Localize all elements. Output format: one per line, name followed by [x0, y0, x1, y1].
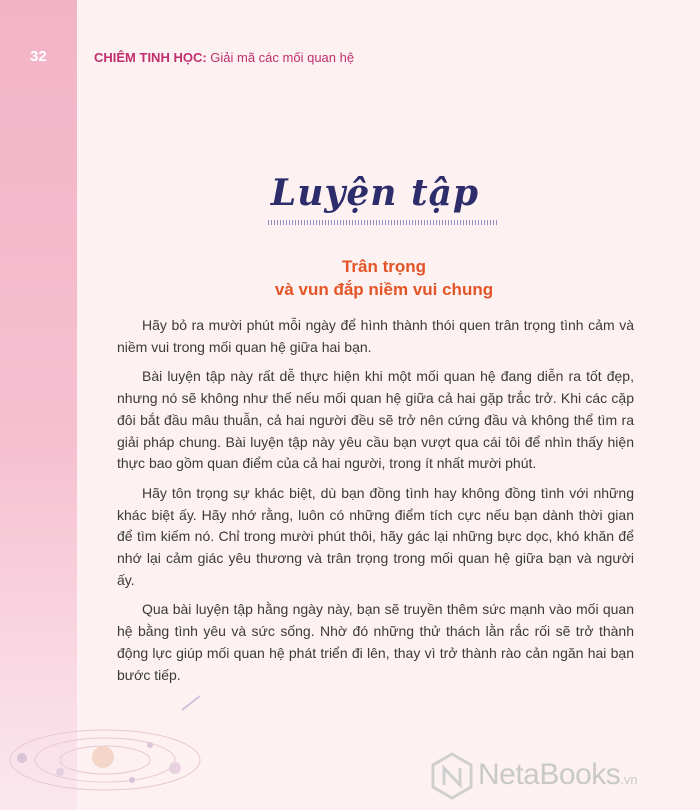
page-number: 32 [30, 48, 47, 65]
book-subtitle: Giải mã các mối quan hệ [206, 50, 355, 65]
subtitle-line-1: Trân trọng [341, 257, 427, 276]
running-head [94, 50, 354, 65]
paragraph-4: Qua bài luyện tập hằng ngày này, bạn sẽ truyền thêm sức mạnh vào mối quan hệ bằng tình yêu và sức sống. Nhờ đó những thử thách lằn rắc rối sẽ trở thành động lực giúp mối quan hệ phát triển đi lên, thay vì trở thành rào cản ngăn hai bạn bước tiếp. [117, 601, 634, 683]
body-text [117, 315, 634, 694]
paragraph-1: Hãy bỏ ra mười phút mỗi ngày để hình thành thói quen trân trọng tình cảm và niềm vui trong mối quan hệ giữa hai bạn. [117, 317, 634, 355]
section-title: Luyện tập [270, 172, 480, 214]
solar-system-illustration [0, 690, 240, 810]
book-title: CHIÊM TINH HỌC: [94, 50, 207, 65]
netabooks-wordmark [478, 758, 638, 792]
paragraph-2: Bài luyện tập này rất dễ thực hiện khi một mối quan hệ đang diễn ra tốt đẹp, nhưng nó sẽ không như thế nếu mối quan hệ giữa cả hai gặp trắc trở. Khi các cặp đôi bắt đầu mâu thuẫn, cả hai người đều sẽ trở nên cứng đầu và không thể tìm ra giải pháp chung. Bài luyện tập này yêu cầu bạn vượt qua cái tôi để nhìn thấy hiện thực bao gồm quan điểm của cả hai người, trong ít nhất mười phút. [117, 368, 634, 472]
netabooks-watermark [430, 752, 700, 802]
page-sidebar-band [0, 0, 77, 810]
netabooks-logo-icon [430, 752, 474, 800]
exercise-subtitle [200, 255, 568, 301]
subtitle-line-2: và vun đắp niềm vui chung [274, 280, 494, 299]
title-underline-rule [268, 220, 499, 225]
paragraph-3: Hãy tôn trọng sự khác biệt, dù bạn đồng tình hay không đồng tình với những khác biệt ấy. Hãy nhớ rằng, luôn có những điểm tích cực nếu bạn dành thời gian để tìm kiếm nó. Chỉ trong mười phút thôi, hãy gác lại những bực dọc, khó khăn để nhớ lại cảm giác yêu thương và trân trọng trong mối quan hệ giữa bạn và người ấy. [117, 484, 634, 588]
brand-suffix: .vn [620, 772, 638, 787]
sun-icon [92, 746, 114, 768]
brand-name: NetaBooks [478, 758, 621, 791]
